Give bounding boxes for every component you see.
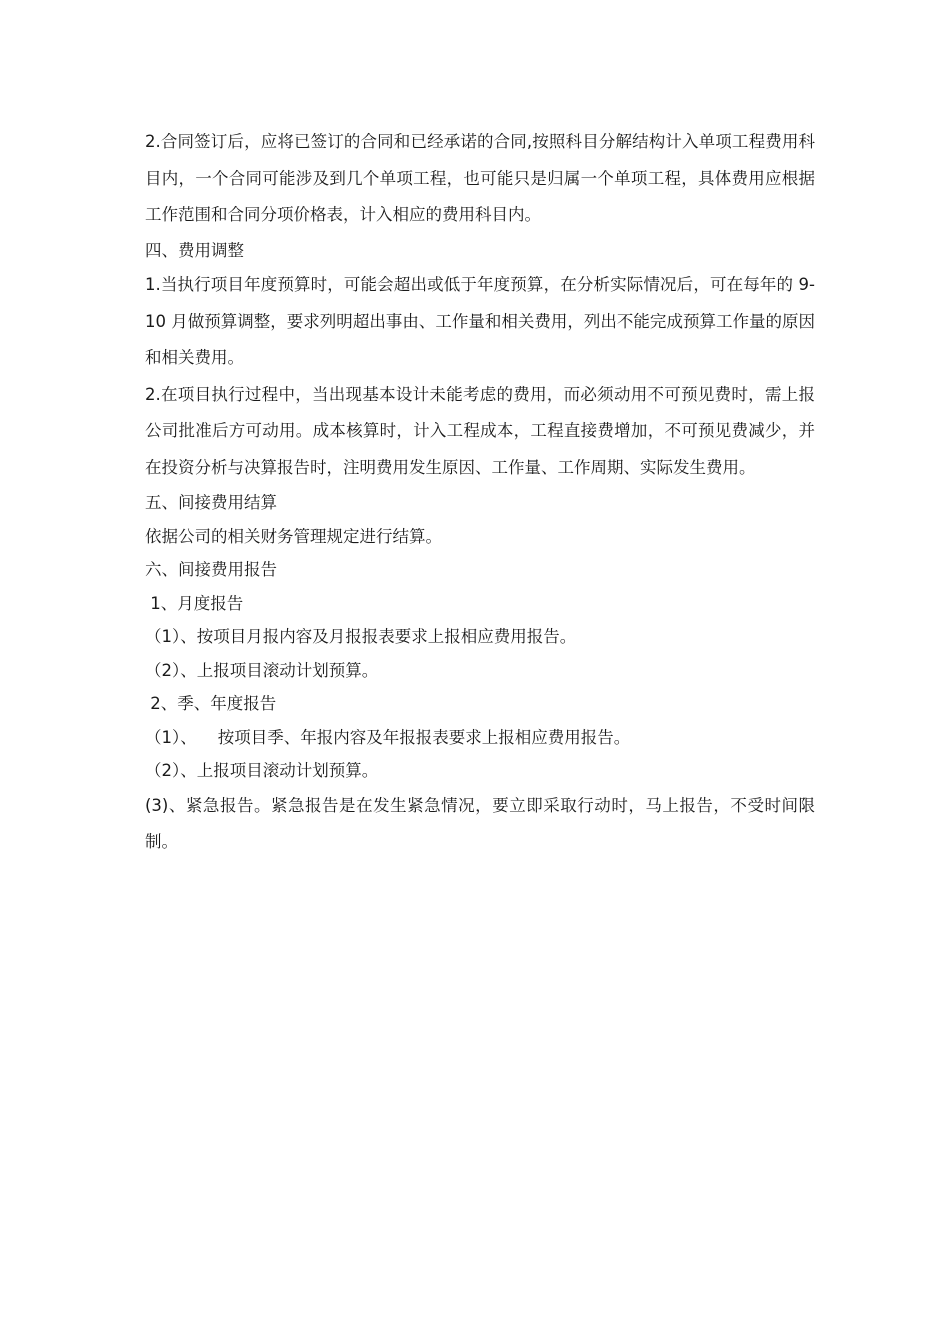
section-heading-cost-adjustment: 四、费用调整 [145, 240, 244, 260]
document-body [145, 124, 815, 861]
list-item-monthly-2: （2）、上报项目滚动计划预算。 [145, 660, 379, 680]
list-item-annual-1: （1）、 按项目季、年报内容及年报报表要求上报相应费用报告。 [145, 727, 631, 747]
section-heading-indirect-report: 六、间接费用报告 [145, 560, 277, 579]
list-item-monthly-1: （1）、按项目月报内容及月报报表要求上报相应费用报告。 [145, 627, 577, 646]
list-item-annual-2: （2）、上报项目滚动计划预算。 [145, 761, 379, 780]
paragraph-emergency-report: (3)、紧急报告。紧急报告是在发生紧急情况，要立即采取行动时，马上报告，不受时间限制。 [145, 795, 815, 851]
subheading-quarterly-annual-report: 2、季、年度报告 [145, 694, 277, 713]
paragraph-contract-signing: 2.合同签订后，应将已签订的合同和已经承诺的合同,按照科目分解结构计入单项工程费用科目内，一个合同可能涉及到几个单项工程，也可能只是归属一个单项工程，具体费用应根据工作范围和合同分项价格表，计入相应的费用科目内。 [145, 132, 815, 224]
paragraph-contingency: 2.在项目执行过程中，当出现基本设计未能考虑的费用，而必须动用不可预见费时，需上报公司批准后方可动用。成本核算时，计入工程成本，工程直接费增加，不可预见费减少，并在投资分析与决算报告时，注明费用发生原因、工作量、工作周期、实际发生费用。 [145, 384, 815, 477]
paragraph-settlement-basis: 依据公司的相关财务管理规定进行结算。 [145, 526, 442, 546]
section-heading-indirect-settlement: 五、间接费用结算 [145, 493, 277, 512]
paragraph-annual-budget: 1.当执行项目年度预算时，可能会超出或低于年度预算，在分析实际情况后，可在每年的 9-10 月做预算调整，要求列明超出事由、工作量和相关费用，列出不能完成预算工作量的原因和相关费用。 [145, 275, 815, 367]
subheading-monthly-report: 1、月度报告 [145, 593, 244, 613]
